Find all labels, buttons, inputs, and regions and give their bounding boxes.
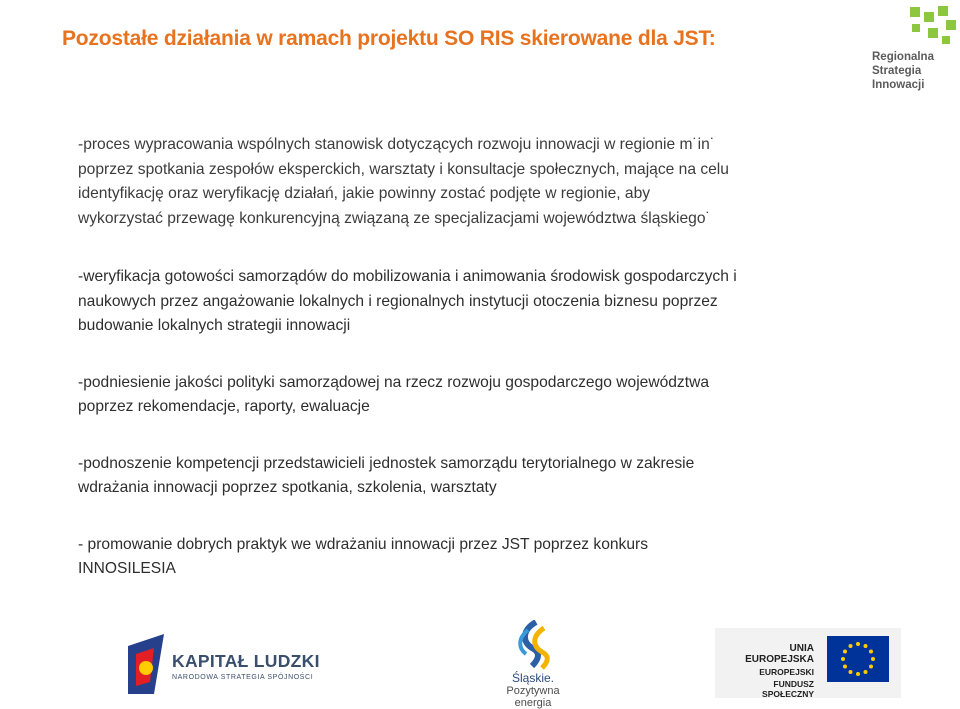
eu-title: UNIA EUROPEJSKA <box>745 643 814 665</box>
ris-line-1: Regionalna <box>872 51 934 63</box>
eu-text <box>724 643 814 699</box>
kapital-ludzki-subtitle: NARODOWA STRATEGIA SPÓJNOŚCI <box>172 674 314 681</box>
slaskie-text <box>488 671 578 709</box>
ris-line-3: Innowacji <box>872 79 925 91</box>
ris-line-2: Strategia <box>872 65 922 77</box>
eu-flag-icon <box>827 636 889 682</box>
slaskie-name: Śląskie. <box>511 671 555 685</box>
paragraph-1: -proces wypracowania wspólnych stanowisk dotyczących rozwoju innowacji w regionie m˙in˙ poprzez spotkania zespołów eksperckich, warsztaty i konsultacje społecznych, mające na celu identyfikację oraz weryfikację działań, jakie powinny zostać podjęte w regionie, aby wykorzystać przewagę konkurencyjną związaną ze specjalizacjami województwa śląskiego˙ <box>78 136 729 227</box>
paragraph-4: -podnoszenie kompetencji przedstawicieli jednostek samorządu terytorialnego w zakresie wdrażania innowacji poprzez spotkania, szkolenia, warsztaty <box>78 454 695 496</box>
slaskie-tagline: Pozytywna energia <box>506 685 560 709</box>
kapital-ludzki-title: KAPITAŁ LUDZKI <box>172 651 320 671</box>
content-body <box>78 133 738 582</box>
eu-fund-line-2: FUNDUSZ SPOŁECZNY <box>762 679 814 699</box>
kapital-ludzki-text <box>172 651 320 681</box>
paragraph-5: - promowanie dobrych praktyk we wdrażaniu innowacji przez JST poprzez konkurs INNOSILESIA <box>78 535 649 577</box>
paragraph-2: -weryfikacja gotowości samorządów do mobilizowania i animowania środowisk gospodarczych i naukowych przez angażowanie lokalnych i regionalnych instytucji otoczenia biznesu poprzez budowanie lokalnych strategii innowacji <box>78 268 737 334</box>
eu-fund-line-1: EUROPEJSKI <box>759 667 814 677</box>
ris-logo-text <box>872 50 934 92</box>
page-title: Pozostałe działania w ramach projektu SO RIS skierowane dla JST: <box>62 27 716 50</box>
paragraph-3: -podniesienie jakości polityki samorządowej na rzecz rozwoju gospodarczego województwa poprzez rekomendacje, raporty, ewaluacje <box>78 373 709 415</box>
